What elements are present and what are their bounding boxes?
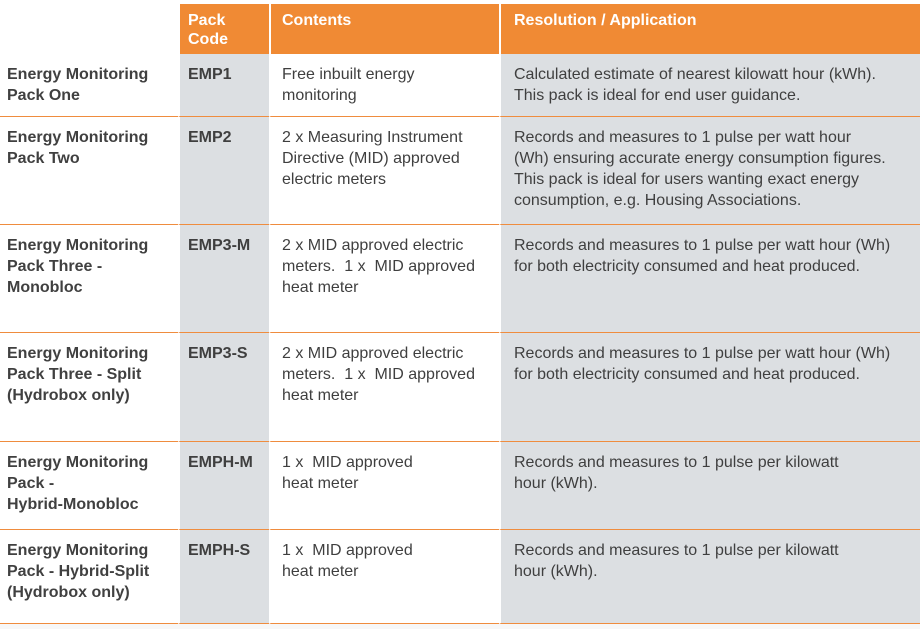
table-row	[0, 54, 920, 116]
header-pack-code-line2: Code	[188, 31, 228, 48]
pack-name: Energy Monitoring Pack - Hybrid-Split (Hydrobox only)	[0, 529, 178, 624]
header-pack-code-line1: Pack	[188, 12, 226, 29]
pack-resolution: Records and measures to 1 pulse per watt hour (Wh) ensuring accurate energy consumption figures. This pack is ideal for users wanting exact energy consumption, e.g. Housing Associations.	[499, 116, 920, 224]
pack-resolution: Calculated estimate of nearest kilowatt hour (kWh). This pack is ideal for end user guidance.	[499, 54, 920, 116]
pack-code: EMP1	[178, 54, 269, 116]
table-row	[0, 224, 920, 332]
pack-contents: 1 x MID approved heat meter	[269, 529, 499, 624]
table-row	[0, 441, 920, 529]
header-pack-code	[178, 4, 269, 54]
pack-resolution: Records and measures to 1 pulse per watt hour (Wh) for both electricity consumed and heat produced.	[499, 332, 920, 441]
pack-contents: 2 x MID approved electric meters. 1 x MID approved heat meter	[269, 224, 499, 332]
pack-name: Energy Monitoring Pack One	[7, 66, 149, 104]
pack-contents: 2 x Measuring Instrument Directive (MID) approved electric meters	[269, 116, 499, 224]
pack-code: EMPH-M	[178, 441, 269, 529]
pack-contents: 2 x MID approved electric meters. 1 x MID approved heat meter	[269, 332, 499, 441]
pack-resolution: Records and measures to 1 pulse per kilowatt hour (kWh).	[499, 441, 920, 529]
bottom-band	[0, 624, 920, 629]
pack-name: Energy Monitoring Pack - Hybrid-Monobloc	[0, 441, 178, 529]
table-row	[0, 529, 920, 624]
table-row	[0, 116, 920, 224]
pack-resolution: Records and measures to 1 pulse per watt hour (Wh) for both electricity consumed and heat produced.	[499, 224, 920, 332]
energy-monitoring-packs-table	[0, 4, 920, 624]
pack-code: EMP2	[178, 116, 269, 224]
pack-contents: Free inbuilt energy monitoring	[269, 54, 499, 116]
header-resolution: Resolution / Application	[499, 4, 920, 54]
pack-code: EMP3-M	[178, 224, 269, 332]
pack-name: Energy Monitoring Pack Three - Split (Hydrobox only)	[0, 332, 178, 441]
pack-resolution: Records and measures to 1 pulse per kilowatt hour (kWh).	[499, 529, 920, 624]
header-contents: Contents	[269, 4, 499, 54]
pack-contents: 1 x MID approved heat meter	[269, 441, 499, 529]
pack-name: Energy Monitoring Pack Three - Monobloc	[0, 224, 178, 332]
header-blank-cell	[0, 4, 178, 54]
pack-code: EMP3-S	[178, 332, 269, 441]
pack-name: Energy Monitoring Pack Two	[0, 116, 178, 224]
table-header-row	[0, 4, 920, 54]
pack-code: EMPH-S	[178, 529, 269, 624]
table-row	[0, 332, 920, 441]
